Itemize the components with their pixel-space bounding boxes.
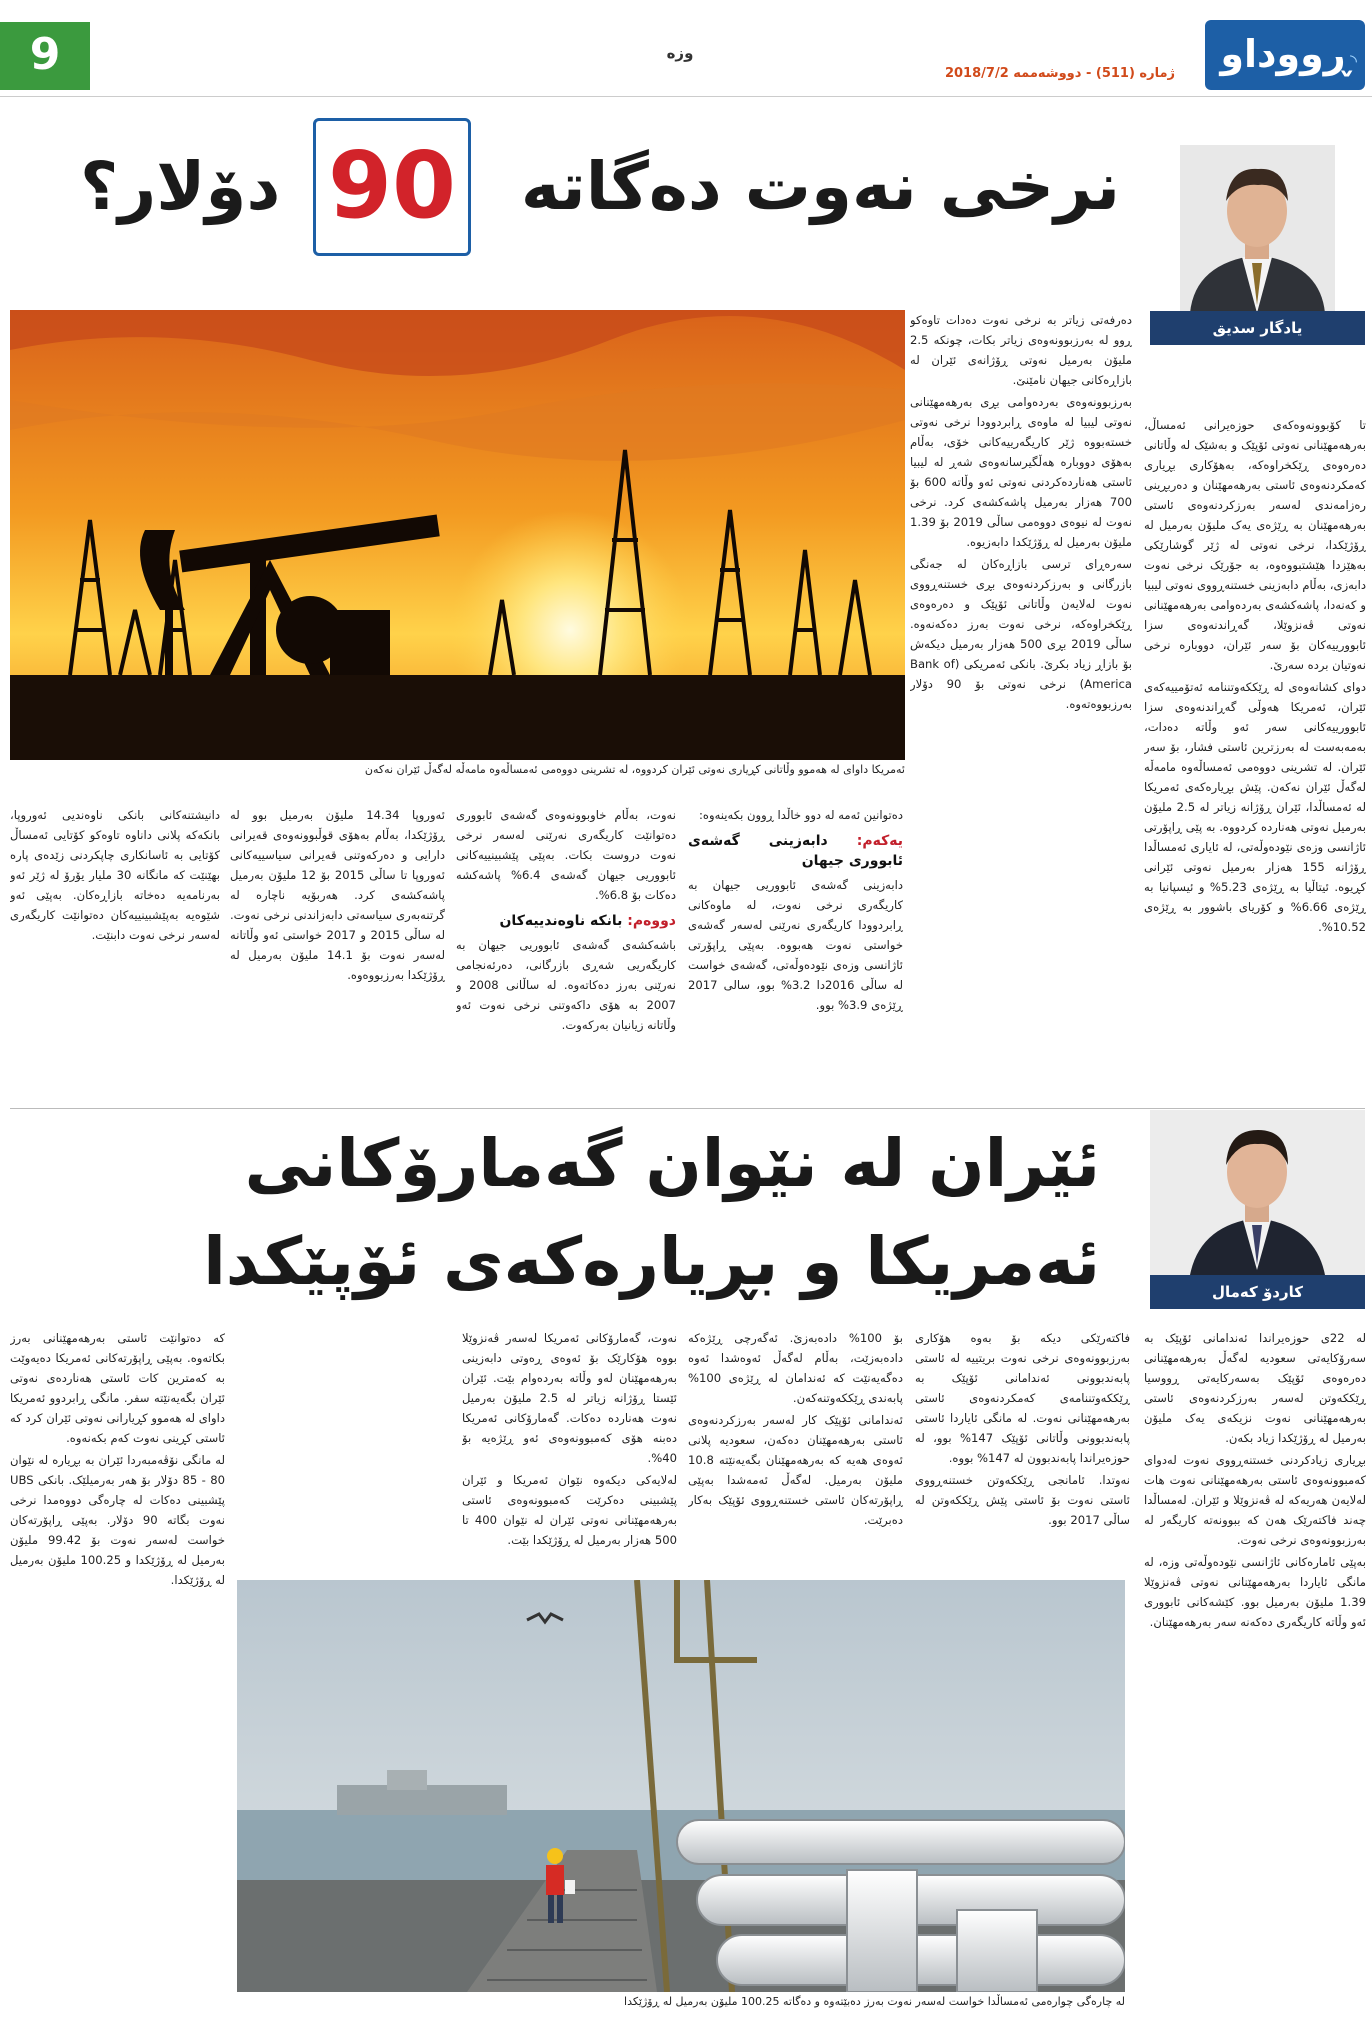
article2-col-3 [688,1328,903,1573]
article1-col-lower-left [230,805,445,1100]
paragraph: فاکتەرێکی دیکە بۆ بەوە هۆکاری بەرزبوونەوەی نرخی نەوت بریتییە لە ئاستی پابەندبوونی ئەندامانی ئۆپێک بە ڕێککەوتننامەی کەمکردنەوەی ئاستی بەرهەمهێنانی نەوت. لە مانگی ئایاردا ئاستی پابەندبوونی وڵاتانی ئۆپێک 147% بوو، لە حوزەیراندا پابەندبوون لە 147% بووە. [915,1331,1130,1465]
subheading-label: یەکەم: [856,833,903,849]
oil-terminal-illustration [237,1580,1125,1992]
header-divider [0,96,1372,97]
paragraph: ئەندامانی ئۆپێک کار لەسەر بەرزکردنەوەی ئاستی بەرهەمهێنان دەکەن، سعودیە پلانی ئەوەی هەیە کە بەرهەمهێنان بگەیەنێتە 10.8 ملیۆن بەرمیل. لەگەڵ ئەمەشدا بەپێی ڕاپۆرتەکان ئاستی خستنەڕووی ئۆپێک بەکار دەبرێت. [688,1413,903,1527]
subheading-label: دووەم: [627,913,676,929]
paragraph: نەوت، گەمارۆکانی ئەمریکا لەسەر ڤەنزوێلا بووە هۆکارێک بۆ ئەوەی ڕەوتی دابەزینی بەرهەمهێنان لەو وڵاتە بەردەوام بێت. ئێران ئێستا ڕۆژانە زیاتر لە 2.5 ملیۆن بەرمیل نەوت هەناردە دەکات. گەمارۆکانی ئەمریکا دەبنە هۆی کەمبوونەوەی ئەو ڕێژەیە بۆ 40%. [462,1331,677,1465]
author-box [1150,1100,1365,1310]
author-box [1150,145,1365,365]
headline-line-2: ئەمریکا و بڕیارەکەی ئۆپێکدا [203,1223,1100,1300]
subheading-first [688,831,903,871]
author-photo [1150,1110,1365,1275]
paragraph: بڕیاری زیادکردنی خستنەڕووی نەوت لەدوای کەمبوونەوەی ئاستی بەرهەمهێنانی نەوت هات لەلایەن هەریەکە لە ڤەنزوێلا و ئێران. لەمساڵدا چەند فاکتەرێک هەن کە ببوونەتە کاریگەر لە بەرزبوونەوەی نرخی نەوت. [1144,1453,1366,1547]
author-photo [1180,145,1335,313]
headline-pre: نرخی نەوت دەگاتە [520,148,1120,225]
oil-terminal-photo [237,1580,1125,1992]
article1-col-right [1144,415,1366,1100]
paragraph: نەوت، بەڵام خاوبوونەوەی گەشەی ئابووری دەتوانێت کاریگەری نەرێنی لەسەر نرخی نەوت دروست بکات. بەپێی پێشبینییەکانی ئابووریی جیهان گەشەی 6.4% پاشەکشە دەکات بۆ 6.8%. [456,808,676,902]
rudaw-logo[interactable] [1205,20,1365,90]
paragraph: لەلایەکی دیکەوە نێوان ئەمریکا و ئێران پێشبینی دەکرێت کەمبوونەوەی ئاستی بەرهەمهێنانی نەوتی ئێران لە نێوان 400 تا 500 هەزار بەرمیل لە ڕۆژێکدا بێت. [462,1473,677,1547]
article2-col-2 [915,1328,1130,1573]
paragraph: دەتوانین ئەمە لە دوو خاڵدا ڕوون بکەینەوە: [698,808,903,822]
paragraph: تا کۆبوونەوەکەی حوزەیرانی ئەمساڵ، بەرهەمهێنانی نەوتی ئۆپێک و بەشێک لە وڵاتانی دەرەوەی ڕێکخراوەکە، بەهۆکاری بڕیاری کەمکردنەوەی ئاستی بەرهەمهێنان و دەربڕینی رەزامەندی لەسەر بەرزکردنەوەی ئاستی بەرهەمهێنان بە ڕێژەی یەک ملیۆن بەرمیل لە ڕۆژێکدا، نرخی نەوتی لە ژێر گوشارێکی بەهێزدا هێشتبووەوە، بە جۆرێک نرخی نەوت دابەزی، بەڵام دابەزینی خستنەڕووی نەوتی لیبیا و کەنەدا، پاشەکشەی بەردەوامی بەرهەمهێنانی نەوتی ڤەنزوێلا، گەڕاندنەوەی سزا ئابوورییەکان بۆ سەر ئێران، دووبارە نرخی نەوتیان بردە سەرێ. [1144,418,1366,672]
logo-text: ڕووداو [1220,32,1350,76]
paragraph: بۆ 100% دادەبەزێ. ئەگەرچی ڕێژەکە دادەبەزێت، بەڵام لەگەڵ ئەوەشدا ئەوە دەگەیەنێت کە ئەندامان لە ڕێژەی 100% پابەندی ڕێککەوتنەکەن. [688,1331,903,1405]
paragraph: سەرەڕای ترسی بازاڕەکان لە جەنگی بازرگانی و بەرزکردنەوەی بڕی خستنەڕووی نەوت لەلایەن وڵاتانی ئۆپێک و دەرەوەی ڕێکخراوەکە، نرخی نەوت بەرز دەکەنەوە. ساڵی 2019 بڕی 500 هەزار بەرمیل دیکەش بۆ بازاڕ زیاد بکرێ. بانکی ئەمریکی (Bank of America) نرخی نەوتی بۆ 90 دۆلار بەرزبووەتەوە. [910,557,1132,711]
article2-col-1 [1144,1328,1366,2028]
paragraph: نەوتدا. ئامانجی ڕێککەوتن خستنەڕووی ئاستی نەوت بۆ ئاستی پێش ڕێککەوتن لە ساڵی 2017 بوو. [915,1473,1130,1527]
author-name: کاردۆ کەمال [1150,1275,1365,1309]
issue-date: ژمارە (511) - دووشەممە 2018/7/2 [944,66,1176,81]
headline-number-box: 90 [313,118,471,256]
port-image-caption: لە چارەگی چوارەمی ئەمساڵدا خواست لەسەر نەوت بەرز دەبێتەوە و دەگاتە 100.25 ملیۆن بەرمیل لە ڕۆژێکدا [624,1995,1125,2008]
article2-col-5 [10,1328,225,2028]
subheading-text: دابەزینی گەشەی ئابووری جیهان [688,833,903,869]
signal-icon: ◝ [1350,51,1357,72]
headline-line-1: ئێران لە نێوان گەمارۆکانی [244,1125,1100,1202]
article1-col-lower-mid [456,805,676,1100]
subheading-text: بانکە ناوەندییەکان [499,913,623,929]
paragraph: کە دەتوانێت ئاستی بەرهەمهێنانی بەرز بکاتەوە. بەپێی ڕاپۆرتەکانی ئەمریکا دەیەوێت بە کەمترین کات ئاستی هەناردەی نەوتی ئێران بگەیەنێتە سفر. مانگی ڕابردوو ئەمریکا داوای لە هەموو کڕیارانی نەوتی ئێران کرد کە ئاستی کڕینی نەوت کەم بکەنەوە. [10,1331,225,1445]
paragraph: باشەکشەی گەشەی ئابووریی جیهان بە کاریگەریی شەڕی بازرگانی، دەرئەنجامی نەرێنی بەرز دەکاتەوە. لە ساڵانی 2008 و 2007 بە هۆی داکەوتنی نرخی نەوت ئەو وڵاتانە زیانیان بەرکەوت. [456,938,676,1032]
oil-pump-photo [10,310,905,760]
paragraph: لە مانگی نۆڤەمبەردا ئێران بە بڕیارە لە نێوان 80 - 85 دۆلار بۆ هەر بەرمیلێک. بانکی UBS پێشبینی دەکات لە چارەگی دووەمدا نرخی نەوت بگاتە 90 دۆلار. بەپێی ڕاپۆرتەکان خواست لەسەر نەوت بۆ 99.42 ملیۆن بەرمیل لە ڕۆژێکدا و 100.25 ملیۆن بەرمیل لە ڕۆژێکدا. [10,1453,225,1587]
article1-col-lower-far-left [10,805,220,1100]
paragraph: دابەزینی گەشەی ئابووریی جیهان بە کاریگەری نرخی نەوت، لە ماوەکانی ڕابردوودا کاریگەری نەرێنی لەسەر گەشەی خواستی نەوت هەبووە. بەپێی ڕاپۆرتی ئاژانسی وزەی نێودەوڵەتی، گەشەی خواست لە ساڵی 2016دا 3.2% بوو، سالی 2017 ڕێژەی 3.9% بوو. [688,878,903,1012]
paragraph: بەرزبوونەوەی بەردەوامی بڕی بەرهەمهێنانی نەوتی لیبیا لە ماوەی ڕابردوودا نرخی نەوتی خستەبووە ژێر کاریگەرییەکانی خۆی، بەڵام بەهۆی دووبارە هەڵگیرسانەوەی شەڕ لە لیبیا ئاستی هەناردەکردنی نەوتی ئەو وڵاتە 600 بۆ 700 هەزار بەرمیل پاشەکشەی کرد. نرخی نەوت لە نیوەی دووەمی ساڵی 2019 بۆ 1.39 ملیۆن بەرمیل لە ڕۆژێکدا دابەزیوە. [910,395,1132,549]
article1-headline [80,118,1120,263]
oil-field-illustration [10,310,905,760]
paragraph: دوای کشانەوەی لە ڕێککەوتننامە ئەتۆمییەکەی ئێران، ئەمریکا هەوڵی گەڕاندنەوەی سزا ئابوورییەکانی سەر ئەو وڵاتە دەدات، بەمەبەست لە بەرزترین ئاستی فشار، بۆ سەر ئێران. لە تشرینی دووەمی ئەمساڵەوە مامەڵە لەگەڵ ئێران نەکەن. پێش بڕیارەکەی ئەمریکا لە ئەمساڵدا، ئێران ڕۆژانە زیاتر لە 2.5 ملیۆن بەرمیل نەوتی هەناردە کردووە. بە پێی ڕاپۆرتی ئاژانسی وزەی نێودەوڵەتی، لە ئایاری ئەمساڵدا ڕۆژانە 155 هەزار بەرمیل نەوتی ئێرانی کڕیوە. ئیتاڵیا بە ڕێژەی 5.23% و ئیسپانیا بە ڕێژەی 6.66% و کۆریای باشوور بە ڕێژەی 10.52%. [1144,680,1366,934]
paragraph: بەپێی ئامارەکانی ئاژانسی نێودەوڵەتی وزە، لە مانگی ئایاردا بەرهەمهێنانی نەوتی ڤەنزوێلا 1.39 ملیۆن بەرمیل بوو. کێشەکانی ئابووری ئەو وڵاتە کاریگەری دەکەنە سەر بەرهەمهێنان. [1144,1555,1366,1629]
paragraph: ئەوروپا 14.34 ملیۆن بەرمیل بوو لە ڕۆژێکدا، بەڵام بەهۆی قوڵبوونەوەی قەیرانی دارایی و دەرکەوتنی قەیرانی سیاسییەکانی ئەوروپا تا ساڵی 2015 بۆ 12 ملیۆن بەرمیل پاشەکشەی کرد. هەربۆیە ناچارە لە گرتنەبەری سیاسەتی دابەزاندنی نرخی نەوت. لە ساڵی 2015 و 2017 خواستی ئەو وڵاتانە لەسەر نەوت بۆ 14.1 ملیۆن بەرمیل لە ڕۆژێکدا بەرزبووەوە. [230,808,445,982]
article1-col-lower-right [688,805,903,1100]
article1-col-mid [910,310,1132,1100]
paragraph: لە 22ی حوزەیراندا ئەندامانی ئۆپێک بە سەرۆکایەتی سعودیە لەگەڵ بەرهەمهێنانی دەرەوەی ئۆپێک بەسەرکایەتی ڕووسیا ڕێککەوتن لەسەر بەرزکردنەوەی ئاستی بەرهەمهێنانی نەوت نزیکەی یەک ملیۆن بەرمیل لە ڕۆژێکدا زیاد بکەن. [1144,1331,1366,1445]
article2-headline [200,1115,1100,1311]
section-title: وزە [666,44,694,62]
paragraph: دانیشتنەکانی بانکی ناوەندیی ئەوروپا، بانکەکە پلانی داناوە تاوەکو کۆتایی ئەمساڵ کۆتایی بە ئاسانکاری چاپکردنی زێدەی پارە بهێنێت کە مانگانە 30 ملیار یۆرۆ لە ژێر ئەو بەرنامەیە دەخاتە بازاڕەکان. بەپێی ئەو شێوەیە بەپێشبینییەکان دەتوانێت کاریگەری لەسەر نرخی نەوت دابنێت. [10,808,220,942]
subheading-second [456,911,676,931]
author-name: یادگار سدیق [1150,311,1365,345]
paragraph: دەرفەتی زیاتر بە نرخی نەوت دەدات تاوەکو ڕوو لە بەرزبوونەوەی زیاتر بکات، چونکە 2.5 ملیۆن بەرمیل نەوتی ڕۆژانەی ئێران لە بازاڕەکانی جیهان نامێنێ. [910,313,1132,387]
headline-post: دۆلار؟ [80,148,281,225]
page-number: 9 [0,22,90,90]
article2-col-4 [462,1328,677,1573]
oil-image-caption: ئەمریکا داوای لە هەموو وڵاتانی کڕیاری نەوتی ئێران کردووە، لە تشرینی دووەمی ئەمساڵەوە مامەڵە لەگەڵ ئێران نەکەن [364,763,905,776]
